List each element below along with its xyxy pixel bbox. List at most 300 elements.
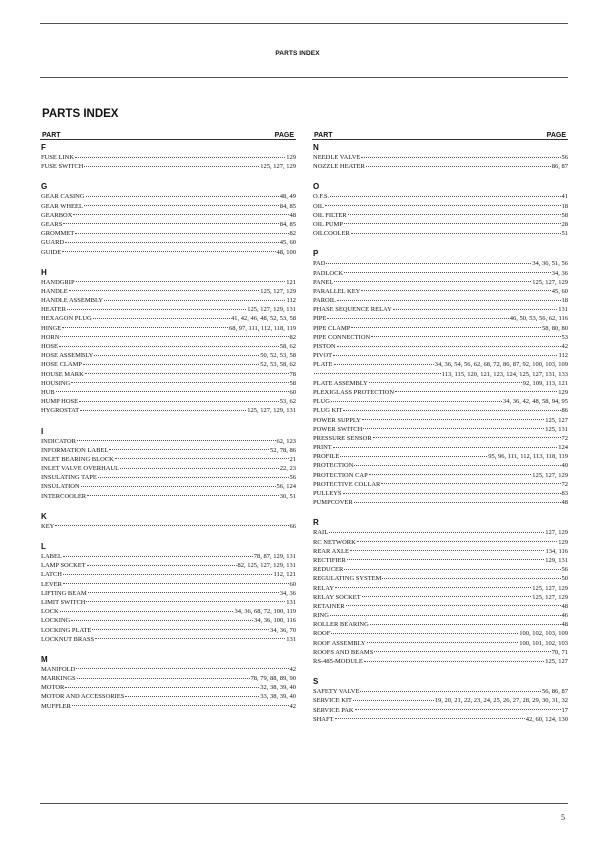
entry-list [40, 552, 296, 644]
letter-heading: O [313, 182, 320, 192]
index-entry [312, 602, 568, 611]
dot-leader [109, 449, 269, 450]
part-name: PANEL [313, 278, 334, 286]
page-references: 131 [286, 598, 296, 606]
footer-rule [40, 803, 568, 804]
dot-leader [343, 493, 561, 494]
index-entry [40, 333, 296, 342]
page-references: 48, 100 [276, 248, 296, 256]
entry-list [312, 192, 568, 238]
index-entry [312, 314, 568, 323]
page-references: 125, 127, 129 [532, 584, 568, 592]
index-entry [312, 333, 568, 342]
page-references: 34, 36 [551, 269, 568, 277]
page-references: 113, 115, 120, 121, 123, 124, 125, 127, 131, 133 [441, 370, 568, 378]
entry-list [40, 278, 296, 416]
index-entry [40, 162, 296, 171]
page-references: 34, 36, 68, 72, 100, 119 [234, 608, 296, 616]
index-entry [312, 574, 568, 583]
part-name: LOCKING PLATE [41, 626, 92, 634]
dot-leader [75, 157, 285, 158]
index-entry [40, 278, 296, 287]
dot-leader [327, 318, 508, 319]
dot-leader [86, 196, 279, 197]
part-name: GUIDE [41, 248, 62, 256]
dot-leader [94, 355, 259, 356]
entry-list [312, 528, 568, 666]
page-references: 51 [561, 230, 568, 238]
dot-leader [314, 373, 441, 374]
dot-leader [98, 477, 289, 478]
dot-leader [120, 468, 279, 469]
page-references: 42 [561, 343, 568, 350]
dot-leader [348, 214, 561, 215]
page-references: 125, 127, 129, 131 [247, 407, 296, 415]
index-entry [312, 416, 568, 425]
part-name: MOTOR AND ACCESSORIES [41, 693, 125, 701]
page-references: 129 [558, 388, 568, 396]
page-references: 50, 52, 53, 58 [260, 352, 296, 360]
index-entry [40, 296, 296, 305]
index-entry [40, 616, 296, 625]
index-entry [40, 305, 296, 314]
index-entry [40, 379, 296, 388]
page-references: 58, 62 [279, 343, 296, 350]
page-references: 124 [558, 444, 568, 452]
entry-list [312, 687, 568, 724]
index-entry [312, 706, 568, 715]
dot-leader [115, 458, 289, 459]
dot-leader [381, 483, 560, 484]
page-references: 48 [561, 499, 568, 507]
part-name: HOSE [41, 343, 58, 350]
dot-leader [393, 309, 557, 310]
dot-leader [357, 541, 557, 542]
part-name: INSULATION [41, 483, 80, 491]
part-name: SHAFT [313, 715, 334, 723]
dot-leader [334, 364, 434, 365]
part-name: INLET VALVE OVERHAUL [41, 465, 120, 473]
part-name: LIMIT SWITCH [41, 598, 86, 606]
part-name: RELAY [313, 584, 335, 592]
dot-leader [370, 624, 561, 625]
dot-leader [362, 596, 532, 597]
letter-group [312, 517, 568, 666]
index-entry [40, 473, 296, 482]
page-references: 42 [289, 665, 296, 673]
page-references: 112 [286, 297, 296, 305]
part-name: OIL PUMP [313, 220, 343, 228]
page-references: 48, 49 [279, 193, 296, 201]
part-name: PISTON [313, 343, 336, 350]
page-references: 45, 60 [551, 287, 568, 295]
part-name: NEEDLE VALVE [313, 154, 361, 161]
index-entry [40, 220, 296, 229]
part-name: LIFTING BEAM [41, 589, 87, 597]
dot-leader [351, 233, 561, 234]
part-name: LOCKNUT BRASS [41, 635, 95, 643]
index-entry [40, 580, 296, 589]
index-entry [40, 287, 296, 296]
page-references: 19, 20, 21, 22, 23, 24, 25, 26, 27, 28, 29, 30, 31, 32 [434, 697, 568, 705]
part-name: FUSE SWITCH [41, 163, 84, 171]
index-entry [40, 626, 296, 635]
dot-leader [56, 391, 289, 392]
dot-leader [85, 373, 289, 374]
dot-leader [55, 525, 288, 526]
column-header [40, 129, 296, 140]
page-references: 56 [289, 474, 296, 482]
part-name: ROOF [313, 630, 331, 638]
letter-heading: P [313, 249, 319, 259]
dot-leader [362, 419, 544, 420]
index-entry [40, 351, 296, 360]
page-references: 60 [289, 580, 296, 588]
letter-group [312, 676, 568, 724]
index-entry [312, 202, 568, 211]
page-references: 56 [561, 566, 568, 574]
page-references: 125, 127, 129 [532, 278, 568, 286]
page-references: 34, 36, 100, 116 [253, 617, 296, 625]
page-references: 100, 102, 103, 109 [519, 630, 568, 638]
dot-leader [374, 651, 550, 652]
page-references: 34, 36 [279, 589, 296, 597]
index-entry [312, 434, 568, 443]
page-references: 129, 131 [545, 556, 568, 564]
page-references: 129 [558, 538, 568, 546]
index-entry [40, 397, 296, 406]
page-references: 17 [561, 706, 568, 714]
part-name: REAR AXLE [313, 547, 349, 555]
dot-leader [77, 678, 250, 679]
index-entry [312, 296, 568, 305]
page-references: 60 [289, 388, 296, 396]
part-name: FUSE LINK [41, 154, 75, 161]
part-name: OILCOOLER [313, 230, 350, 238]
dot-leader [104, 300, 285, 301]
index-entry [312, 565, 568, 574]
dot-leader [363, 428, 544, 429]
part-name: SERVICE KIT [313, 697, 353, 705]
index-entry [312, 547, 568, 556]
part-name: RAIL [313, 529, 329, 537]
part-name: HOUSE MARK [41, 370, 84, 378]
dot-leader [354, 502, 561, 503]
page-references: 125, 127 [545, 658, 568, 665]
part-name: HINGE [41, 324, 62, 332]
part-name: PIPE CLAMP [313, 324, 351, 332]
dot-leader [59, 346, 279, 347]
dot-leader [75, 233, 288, 234]
index-entry [312, 480, 568, 489]
entry-list [40, 192, 296, 256]
part-name: KEY [41, 522, 55, 530]
dot-leader [325, 205, 561, 206]
page-references: 52, 53, 58, 62 [260, 361, 296, 369]
page-references: 70, 71 [551, 648, 568, 656]
index-entry [40, 192, 296, 201]
dot-leader [71, 382, 288, 383]
part-name: LEVER [41, 580, 62, 588]
dot-leader [125, 696, 259, 697]
index-entry [312, 489, 568, 498]
page-references: 78, 79, 88, 89, 90 [250, 675, 296, 683]
index-entry [312, 556, 568, 565]
index-entry [312, 324, 568, 333]
page-column-label: PAGE [546, 132, 566, 139]
letter-group [40, 511, 296, 531]
page-references: 18 [561, 297, 568, 305]
page-references: 121 [286, 278, 296, 286]
entry-list [40, 437, 296, 501]
page-references: 84, 85 [279, 220, 296, 228]
dot-leader [371, 336, 560, 337]
page-references: 72 [561, 434, 568, 442]
letter-heading: L [41, 542, 46, 551]
letter-group [312, 248, 568, 507]
index-entry [312, 687, 568, 696]
index-entry [312, 259, 568, 268]
index-entry [40, 692, 296, 701]
column-header [312, 129, 568, 140]
dot-leader [67, 309, 246, 310]
part-name: LABEL [41, 553, 62, 560]
dot-leader [369, 474, 532, 475]
part-name: HUMP HOSE [41, 398, 79, 406]
index-entry [312, 220, 568, 229]
dot-leader [334, 281, 531, 282]
index-entry [312, 648, 568, 657]
page-references: 42 [289, 702, 296, 710]
index-entry [312, 498, 568, 507]
index-entry [312, 351, 568, 360]
dot-leader [335, 718, 525, 719]
index-entry [312, 425, 568, 434]
index-entry [40, 607, 296, 616]
index-entry [312, 342, 568, 351]
page-references: 125, 127, 129 [532, 471, 568, 479]
dot-leader [346, 605, 561, 606]
page-references: 53 [561, 333, 568, 341]
letter-groups [40, 142, 296, 711]
page-references: 33, 38, 39, 40 [260, 693, 296, 701]
dot-leader [337, 346, 561, 347]
dot-leader [330, 615, 561, 616]
page-references: 32, 38, 39, 40 [260, 684, 296, 692]
page-references: 84, 85 [279, 202, 296, 210]
page-references: 41 [561, 193, 568, 201]
index-entry [312, 584, 568, 593]
part-name: LAMP SOCKET [41, 562, 86, 570]
letter-group [40, 426, 296, 501]
index-entry [312, 287, 568, 296]
index-entry [312, 461, 568, 470]
part-name: PIPE CONNECTION [313, 333, 371, 341]
dot-leader [76, 281, 286, 282]
part-name: RS-485-MODULE [313, 658, 363, 665]
dot-leader [343, 410, 560, 411]
part-name: PROTECTION CAP [313, 471, 368, 479]
running-header: PARTS INDEX [275, 50, 320, 57]
page-references: 125, 131 [545, 425, 568, 433]
page-references: 46, 50, 53, 56, 62, 116 [509, 315, 568, 323]
page-references: 125, 127, 129 [260, 287, 296, 295]
dot-leader [330, 196, 560, 197]
page-references: 40 [561, 462, 568, 470]
part-name: GEARS [41, 220, 63, 228]
index-entry [312, 696, 568, 705]
page-references: 78 [289, 370, 296, 378]
index-entry [312, 192, 568, 201]
part-name: PAROIL [313, 297, 336, 305]
letter-heading: R [313, 518, 319, 528]
dot-leader [344, 223, 561, 224]
part-name: OIL FILTER [313, 211, 347, 219]
part-name: HORN [41, 333, 60, 341]
page-column-label: PAGE [274, 132, 294, 139]
page-references: 34, 36, 51, 56 [532, 260, 568, 268]
dot-leader [355, 709, 561, 710]
dot-leader [60, 336, 288, 337]
part-name: MUFFLER [41, 702, 71, 710]
part-name: MANIFOLD [41, 665, 76, 673]
part-name: LOCK [41, 608, 59, 616]
index-entry [312, 388, 568, 397]
part-name: PHASE SEQUENCE RELAY [313, 306, 392, 314]
letter-group [40, 654, 296, 711]
index-entry [312, 379, 568, 388]
part-name: PAD [313, 260, 326, 268]
part-name: HYGROSTAT [41, 407, 80, 415]
page-references: 48 [289, 211, 296, 219]
part-name: PULLEYS [313, 490, 342, 497]
part-name: RC NETWORK [313, 538, 356, 546]
part-name: PUMPCOVER [313, 499, 353, 507]
dot-leader [351, 327, 541, 328]
part-name: GEARBOX [41, 211, 73, 219]
part-name: POWER SWITCH [313, 425, 363, 433]
part-name: RING [313, 612, 329, 620]
index-column-left [40, 129, 296, 711]
page-references: 95, 96, 111, 112, 113, 118, 119 [488, 453, 568, 461]
index-entry [40, 589, 296, 598]
page-references: 129 [286, 154, 296, 161]
part-column-label: PART [42, 132, 61, 139]
index-entry [40, 455, 296, 464]
page-references: 56, 86, 87 [542, 688, 568, 696]
letter-group [312, 142, 568, 171]
index-entry [312, 620, 568, 629]
dot-leader [344, 272, 551, 273]
index-entry [312, 593, 568, 602]
page-title: PARTS INDEX [42, 108, 119, 120]
part-name: HOUSING [41, 379, 71, 387]
dot-leader [87, 565, 237, 566]
page-references: 100, 101, 102, 103 [519, 639, 568, 647]
page-references: 18 [561, 202, 568, 210]
part-name: LATCH [41, 571, 62, 579]
page-references: 34, 36, 70 [270, 626, 296, 634]
index-entry [40, 229, 296, 238]
dot-leader [367, 642, 519, 643]
page-references: 56, 124 [276, 483, 296, 491]
index-entry [312, 370, 568, 379]
letter-group [40, 267, 296, 416]
index-entry [312, 153, 568, 162]
part-name: PLATE ASSEMBLY [313, 379, 368, 387]
part-name: HANDLE ASSEMBLY [41, 297, 104, 305]
index-entry [40, 202, 296, 211]
part-name: O.F.S. [313, 193, 330, 201]
part-name: POWER SUPPLY [313, 416, 361, 424]
part-name: PLATE [313, 361, 333, 369]
index-entry [40, 238, 296, 247]
dot-leader [84, 166, 259, 167]
page-references: 41, 42, 46, 48, 52, 53, 58 [231, 315, 296, 323]
part-name: RECTIFIER [313, 556, 346, 564]
part-name: HOSE ASSEMBLY [41, 352, 94, 360]
dot-leader [63, 556, 253, 557]
page-references: 56 [561, 154, 568, 161]
part-name: MOTOR [41, 684, 65, 692]
letter-group [40, 142, 296, 171]
index-entry [312, 471, 568, 480]
index-entry [312, 443, 568, 452]
page-number: 5 [561, 813, 565, 822]
dot-leader [337, 300, 561, 301]
index-column-right [312, 129, 568, 724]
index-entry [40, 314, 296, 323]
index-entry [40, 324, 296, 333]
entry-list [40, 153, 296, 171]
index-entry [40, 342, 296, 351]
page-references: 50 [561, 575, 568, 583]
page-references: 131 [286, 635, 296, 643]
page-references: 112 [558, 352, 568, 360]
page-references: 125, 127, 129 [532, 593, 568, 601]
dot-leader [373, 437, 561, 438]
part-name: GROMMET [41, 230, 75, 238]
page-references: 58 [289, 379, 296, 387]
index-entry [312, 269, 568, 278]
part-name: HEXAGON PLUG [41, 315, 92, 323]
dot-leader [81, 486, 276, 487]
dot-leader [87, 495, 279, 496]
page-references: 86 [561, 407, 568, 415]
part-name: MARKINGS [41, 675, 76, 683]
dot-leader [360, 691, 541, 692]
page-references: 45, 60 [279, 239, 296, 247]
dot-leader [80, 410, 246, 411]
index-entry [312, 229, 568, 238]
index-entry [312, 639, 568, 648]
index-entry [312, 538, 568, 547]
dot-leader [77, 440, 276, 441]
part-name: ROOFS AND BEAMS [313, 648, 374, 656]
part-name: RETAINER [313, 602, 345, 610]
index-entry [312, 397, 568, 406]
dot-leader [326, 263, 531, 264]
part-name: PIVOT [313, 352, 333, 360]
part-name: HOSE CLAMP [41, 361, 82, 369]
index-entry [312, 211, 568, 220]
page-references: 48 [561, 621, 568, 629]
dot-leader [395, 391, 557, 392]
part-name: HEATER [41, 306, 66, 314]
page-references: 34, 36, 42, 48, 58, 94, 95 [503, 398, 568, 406]
dot-leader [329, 532, 544, 533]
part-name: PADLOCK [313, 269, 344, 277]
